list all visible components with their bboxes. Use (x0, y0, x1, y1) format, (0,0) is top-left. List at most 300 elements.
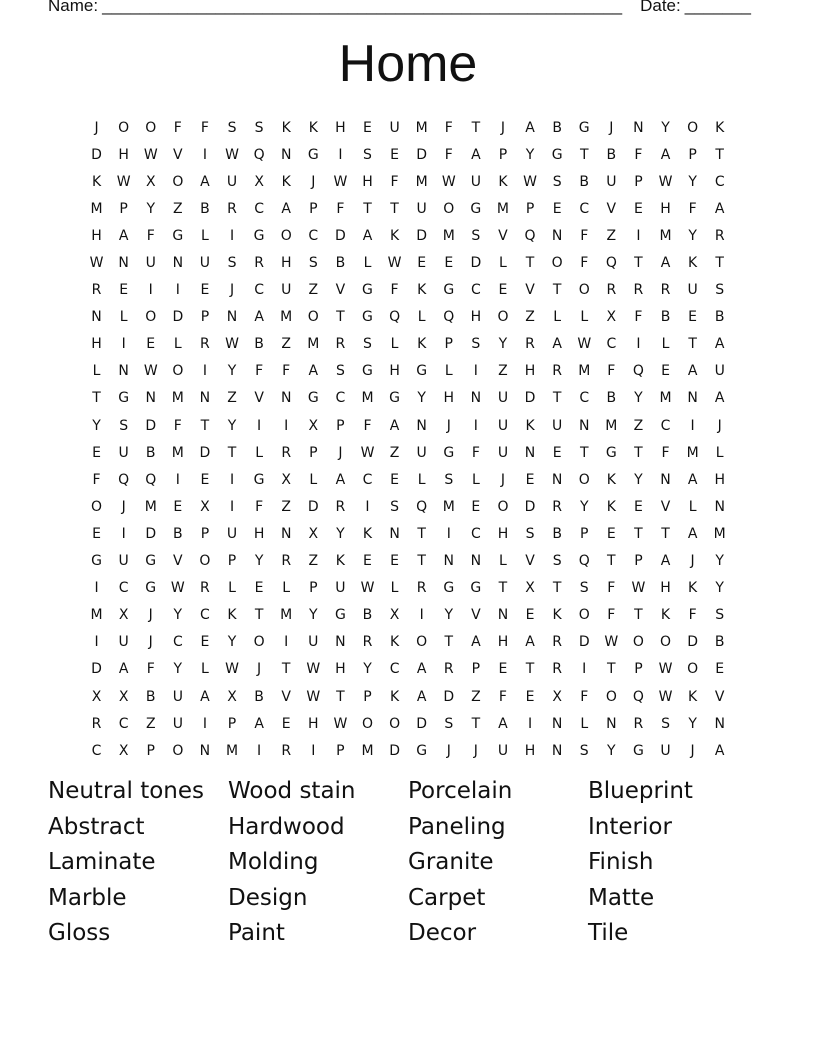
word-bank-item: Porcelain (408, 778, 513, 804)
grid-cell: A (200, 688, 210, 705)
grid-cell: L (580, 309, 589, 326)
grid-cell: Q (389, 309, 401, 326)
grid-cell: P (688, 146, 697, 163)
grid-cell: A (118, 661, 129, 678)
grid-cell: O (578, 471, 590, 488)
grid-cell: P (227, 553, 237, 570)
grid-cell: G (470, 200, 482, 217)
grid-cell: J (148, 607, 153, 624)
grid-cell: Y (498, 336, 508, 353)
grid-cell: L (282, 580, 291, 597)
grid-cell: P (634, 553, 643, 570)
word-bank-item: Molding (228, 849, 319, 876)
word-bank-item: Interior (588, 813, 672, 840)
grid-cell: L (715, 444, 724, 461)
grid-cell: N (524, 444, 536, 461)
grid-cell: P (146, 742, 155, 759)
grid-cell: Z (308, 553, 319, 570)
grid-cell: L (119, 309, 128, 326)
grid-cell: I (284, 417, 289, 434)
grid-cell: S (579, 580, 589, 597)
grid-cell: I (202, 363, 207, 380)
grid-cell: G (416, 742, 428, 759)
grid-cell: Y (525, 146, 535, 163)
grid-cell: U (606, 173, 617, 190)
grid-cell: Y (309, 607, 318, 624)
grid-cell: L (309, 471, 318, 488)
grid-cell: U (172, 688, 183, 705)
grid-cell: B (714, 309, 725, 326)
grid-cell: T (607, 553, 616, 570)
grid-cell: T (661, 525, 670, 542)
grid-cell: A (416, 661, 427, 678)
grid-cell: W (225, 336, 239, 353)
grid-cell: E (444, 255, 454, 272)
grid-cell: F (471, 444, 480, 461)
grid-cell: S (471, 227, 481, 244)
grid-cell: N (145, 390, 156, 407)
grid-cell: Y (92, 417, 101, 434)
grid-cell: I (419, 607, 424, 624)
word-bank-item: Hardwood (228, 813, 345, 840)
grid-cell: B (606, 390, 617, 407)
grid-cell: F (607, 580, 616, 597)
grid-cell: O (91, 498, 103, 515)
grid-cell: L (417, 309, 426, 326)
grid-cell: B (173, 525, 183, 542)
grid-cell: T (634, 255, 643, 272)
grid-cell: G (443, 580, 455, 597)
grid-cell: S (525, 525, 535, 542)
grid-cell: F (390, 282, 399, 299)
grid-cell: D (416, 715, 428, 732)
grid-cell: Q (416, 498, 428, 515)
grid-cell: O (497, 498, 509, 515)
grid-cell: S (552, 553, 562, 570)
grid-cell: W (143, 146, 158, 163)
grid-cell: D (172, 309, 184, 326)
grid-cell: A (687, 471, 698, 488)
grid-cell: J (338, 444, 343, 461)
grid-cell: V (498, 227, 508, 244)
grid-cell: G (578, 119, 590, 136)
grid-cell: T (390, 200, 399, 217)
grid-cell: N (199, 390, 211, 407)
word-bank-item: Carpet (408, 884, 486, 911)
grid-cell: E (552, 200, 562, 217)
grid-cell: H (714, 471, 725, 488)
grid-cell: Y (579, 498, 589, 515)
grid-cell: D (416, 227, 428, 244)
grid-cell: T (579, 146, 589, 163)
grid-cell: C (118, 580, 129, 597)
grid-cell: L (580, 715, 589, 732)
grid-cell: T (417, 553, 426, 570)
grid-cell: I (690, 417, 695, 434)
grid-cell: M (442, 227, 455, 244)
grid-cell: A (335, 471, 346, 488)
grid-cell: T (634, 525, 643, 542)
grid-cell: A (660, 553, 671, 570)
grid-cell: E (417, 255, 427, 272)
grid-cell: F (255, 498, 264, 515)
grid-cell: J (229, 282, 235, 299)
grid-cell: A (687, 363, 698, 380)
grid-cell: H (253, 525, 265, 542)
grid-cell: E (200, 471, 210, 488)
grid-cell: U (497, 417, 509, 434)
grid-cell: I (527, 715, 533, 732)
word-bank-item: Wood stain (228, 778, 356, 804)
grid-cell: X (200, 498, 210, 515)
grid-cell: O (389, 715, 401, 732)
grid-cell: A (687, 525, 698, 542)
grid-cell: J (121, 498, 126, 515)
word-bank-item: Decor (408, 920, 477, 947)
date-blank: _______ (684, 0, 751, 15)
grid-cell: S (715, 282, 725, 299)
word-bank-item: Blueprint (588, 778, 693, 804)
grid-cell: U (660, 742, 671, 759)
grid-cell: H (497, 525, 509, 542)
word-bank-item: Finish (588, 849, 654, 876)
grid-cell: Q (605, 255, 617, 272)
grid-cell: Z (606, 227, 617, 244)
grid-cell: R (281, 553, 292, 570)
grid-cell: R (254, 255, 264, 272)
grid-cell: T (227, 444, 237, 461)
grid-cell: L (255, 444, 264, 461)
grid-cell: D (389, 742, 400, 759)
grid-cell: W (333, 173, 348, 190)
grid-cell: X (227, 688, 237, 705)
grid-cell: T (281, 661, 291, 678)
grid-cell: V (281, 688, 291, 705)
grid-cell: M (361, 742, 374, 759)
grid-cell: M (686, 444, 699, 461)
grid-cell: F (336, 200, 345, 217)
grid-cell: K (227, 607, 237, 624)
grid-cell: L (201, 661, 209, 678)
grid-cell: O (632, 634, 644, 651)
grid-cell: Z (389, 444, 400, 461)
grid-cell: C (118, 715, 129, 732)
grid-cell: E (281, 715, 291, 732)
grid-cell: B (200, 200, 210, 217)
grid-cell: Z (633, 417, 644, 434)
grid-cell: D (416, 146, 428, 163)
grid-cell: P (309, 580, 318, 597)
grid-cell: M (415, 173, 428, 190)
grid-cell: R (633, 715, 644, 732)
grid-cell: C (470, 525, 481, 542)
grid-cell: K (362, 525, 373, 542)
grid-cell: T (634, 444, 643, 461)
grid-cell: W (658, 688, 673, 705)
grid-cell: V (606, 200, 617, 217)
grid-cell: W (387, 255, 402, 272)
grid-cell: B (660, 309, 671, 326)
grid-cell: Y (227, 634, 237, 651)
grid-cell: K (335, 553, 345, 570)
grid-cell: W (631, 580, 646, 597)
grid-cell: Y (688, 227, 697, 244)
word-bank-item: Marble (48, 884, 127, 911)
grid-cell: E (498, 282, 508, 299)
grid-cell: V (173, 146, 183, 163)
grid-cell: I (202, 715, 207, 732)
grid-cell: K (417, 336, 427, 353)
grid-cell: W (360, 444, 375, 461)
grid-cell: E (471, 498, 481, 515)
grid-cell: O (172, 742, 184, 759)
grid-cell: I (229, 471, 235, 488)
grid-cell: W (170, 580, 185, 597)
grid-cell: R (200, 580, 210, 597)
grid-cell: K (606, 471, 616, 488)
grid-cell: U (308, 634, 319, 651)
grid-cell: C (660, 417, 671, 434)
grid-cell: X (308, 525, 319, 542)
grid-cell: Q (632, 363, 644, 380)
grid-cell: U (118, 634, 129, 651)
grid-cell: N (280, 525, 292, 542)
grid-cell: J (500, 471, 506, 488)
grid-cell: S (552, 173, 562, 190)
grid-cell: G (307, 146, 319, 163)
grid-cell: A (714, 390, 725, 407)
grid-cell: G (470, 580, 482, 597)
grid-cell: P (634, 661, 643, 678)
grid-cell: W (658, 661, 673, 678)
grid-cell: M (415, 119, 428, 136)
grid-cell: K (525, 417, 535, 434)
grid-cell: F (580, 688, 589, 705)
grid-cell: W (360, 580, 375, 597)
grid-cell: E (688, 309, 698, 326)
grid-cell: M (361, 390, 374, 407)
grid-cell: Q (253, 146, 265, 163)
grid-cell: Y (715, 580, 724, 597)
grid-cell: H (280, 255, 292, 272)
grid-cell: Y (227, 363, 237, 380)
grid-cell: O (443, 200, 455, 217)
grid-cell: V (660, 498, 671, 515)
grid-cell: T (715, 146, 724, 163)
grid-cell: K (688, 688, 698, 705)
grid-cell: K (281, 173, 291, 190)
grid-cell: E (633, 200, 643, 217)
grid-cell: T (525, 661, 535, 678)
grid-cell: U (226, 525, 238, 542)
grid-cell: G (443, 282, 455, 299)
grid-cell: R (362, 634, 373, 651)
grid-cell: X (525, 580, 535, 597)
grid-cell: F (255, 363, 264, 380)
grid-cell: P (444, 336, 453, 353)
grid-cell: Y (417, 390, 426, 407)
grid-cell: I (148, 282, 153, 299)
grid-cell: E (525, 607, 535, 624)
grid-cell: G (145, 580, 157, 597)
grid-cell: T (607, 661, 616, 678)
grid-cell: U (281, 282, 292, 299)
grid-cell: H (389, 363, 400, 380)
grid-cell: N (578, 417, 590, 434)
grid-cell: J (94, 119, 99, 136)
grid-cell: D (524, 498, 536, 515)
grid-cell: D (524, 390, 536, 407)
grid-cell: P (336, 742, 345, 759)
grid-cell: H (118, 146, 129, 163)
grid-cell: U (470, 173, 481, 190)
grid-cell: T (552, 580, 562, 597)
grid-cell: U (497, 742, 509, 759)
grid-cell: E (390, 471, 399, 488)
grid-cell: T (634, 607, 643, 624)
grid-cell: E (200, 282, 210, 299)
grid-cell: M (90, 607, 103, 624)
grid-cell: O (416, 634, 428, 651)
grid-cell: M (280, 309, 293, 326)
grid-cell: A (552, 336, 562, 353)
grid-cell: C (579, 390, 590, 407)
grid-cell: U (714, 363, 725, 380)
grid-cell: M (171, 390, 184, 407)
grid-cell: Q (578, 553, 590, 570)
grid-cell: T (254, 607, 264, 624)
grid-cell: R (714, 227, 725, 244)
grid-cell: B (714, 634, 725, 651)
grid-cell: L (444, 363, 453, 380)
grid-cell: Y (227, 417, 237, 434)
grid-cell: R (606, 282, 617, 299)
grid-cell: K (660, 607, 671, 624)
grid-cell: R (335, 498, 346, 515)
grid-cell: R (281, 444, 292, 461)
grid-cell: A (660, 255, 671, 272)
grid-cell: F (498, 688, 507, 705)
grid-cell: A (254, 309, 264, 326)
grid-cell: S (335, 363, 345, 380)
grid-cell: E (92, 444, 101, 461)
grid-cell: C (254, 200, 264, 217)
grid-cell: E (606, 525, 616, 542)
grid-cell: U (416, 444, 427, 461)
grid-cell: S (444, 715, 454, 732)
grid-cell: K (715, 119, 725, 136)
grid-cell: A (714, 742, 725, 759)
grid-cell: Z (281, 336, 291, 353)
grid-cell: M (605, 417, 618, 434)
grid-cell: Y (688, 715, 697, 732)
grid-cell: V (254, 390, 264, 407)
grid-cell: T (336, 309, 345, 326)
grid-cell: E (715, 661, 725, 678)
grid-cell: A (660, 146, 671, 163)
grid-cell: W (225, 661, 239, 678)
grid-cell: C (172, 634, 183, 651)
grid-cell: T (417, 525, 426, 542)
grid-cell: P (227, 715, 237, 732)
grid-cell: C (579, 200, 590, 217)
grid-cell: S (444, 471, 454, 488)
grid-cell: F (146, 661, 155, 678)
grid-cell: U (145, 255, 156, 272)
grid-cell: H (470, 309, 482, 326)
grid-cell: T (688, 336, 697, 353)
grid-cell: X (118, 607, 129, 624)
grid-cell: T (471, 715, 481, 732)
grid-cell: R (91, 282, 102, 299)
grid-cell: K (606, 498, 616, 515)
grid-cell: F (607, 607, 616, 624)
grid-cell: I (175, 282, 180, 299)
grid-cell: G (253, 227, 265, 244)
grid-cell: C (335, 390, 346, 407)
grid-cell: A (498, 715, 508, 732)
grid-cell: N (551, 227, 563, 244)
grid-cell: K (498, 173, 508, 190)
grid-cell: Q (524, 227, 536, 244)
grid-cell: O (551, 255, 563, 272)
grid-cell: P (634, 173, 643, 190)
grid-cell: I (311, 742, 316, 759)
grid-cell: O (118, 119, 130, 136)
grid-cell: E (525, 688, 535, 705)
grid-cell: L (363, 255, 372, 272)
grid-cell: L (390, 580, 399, 597)
grid-cell: G (605, 444, 617, 461)
grid-cell: D (145, 525, 157, 542)
grid-cell: N (470, 553, 482, 570)
grid-cell: N (714, 498, 725, 515)
grid-cell: P (336, 417, 345, 434)
grid-cell: N (606, 715, 617, 732)
grid-cell: V (173, 553, 183, 570)
grid-cell: E (552, 444, 562, 461)
grid-cell: S (579, 742, 589, 759)
grid-cell: A (118, 227, 129, 244)
grid-cell: A (525, 634, 535, 651)
grid-cell: I (365, 498, 370, 515)
grid-cell: R (552, 498, 562, 515)
grid-cell: Q (145, 471, 157, 488)
grid-cell: N (335, 634, 346, 651)
grid-cell: W (306, 688, 321, 705)
word-bank-item: Design (228, 884, 308, 911)
grid-cell: B (254, 688, 264, 705)
grid-cell: P (363, 688, 372, 705)
grid-cell: R (227, 200, 237, 217)
grid-cell: W (441, 173, 456, 190)
grid-cell: C (91, 742, 102, 759)
grid-cell: N (633, 119, 644, 136)
grid-cell: S (661, 715, 670, 732)
grid-cell: K (389, 688, 400, 705)
grid-cell: G (389, 390, 400, 407)
grid-cell: R (335, 336, 346, 353)
grid-cell: I (94, 580, 99, 597)
grid-cell: I (229, 498, 235, 515)
grid-cell: X (308, 417, 319, 434)
grid-cell: C (362, 471, 373, 488)
grid-cell: X (118, 742, 129, 759)
grid-cell: S (363, 336, 372, 353)
grid-cell: O (145, 119, 157, 136)
grid-cell: Z (227, 390, 237, 407)
grid-cell: O (605, 688, 617, 705)
